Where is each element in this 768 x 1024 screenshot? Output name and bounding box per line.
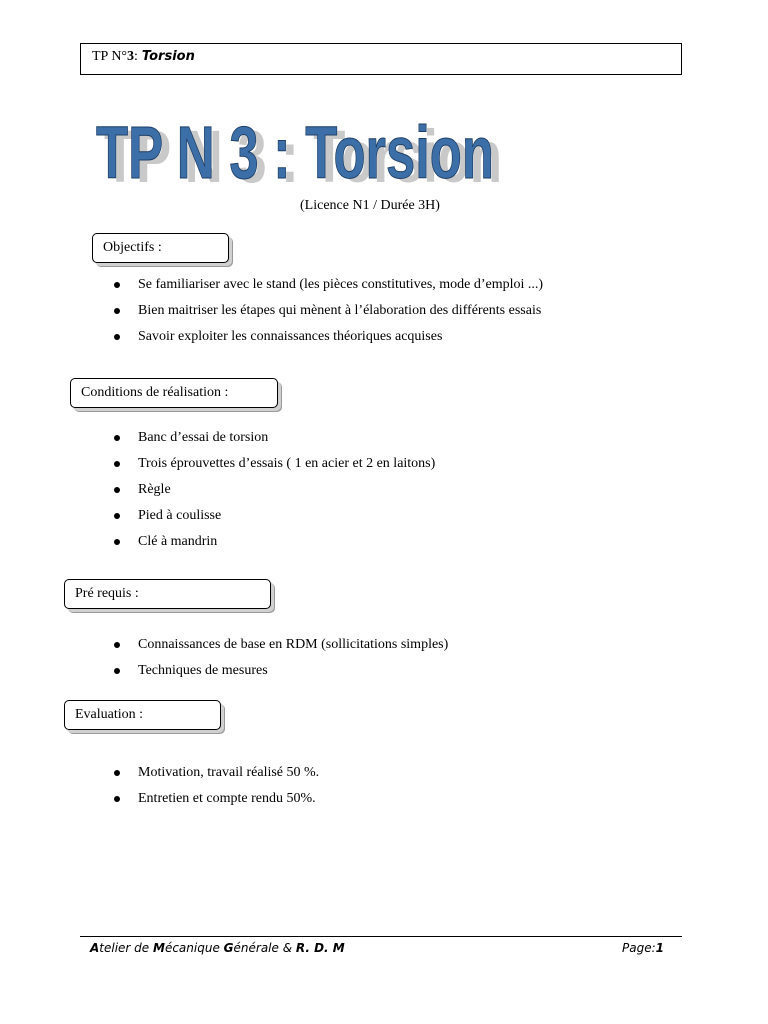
section-evaluation-label: Evaluation : xyxy=(75,707,144,722)
main-title xyxy=(0,100,600,196)
header-text xyxy=(92,50,195,64)
bullet-icon xyxy=(114,435,120,441)
footer-institution xyxy=(90,941,345,955)
subtitle: (Licence N1 / Durée 3H) xyxy=(300,198,440,213)
list-item xyxy=(112,503,435,529)
page-header xyxy=(80,43,682,75)
bullet-icon xyxy=(114,308,120,314)
bullet-icon xyxy=(114,487,120,493)
list-item xyxy=(112,632,448,658)
list-item-text: Savoir exploiter les connaissances théoriques acquises xyxy=(138,329,443,344)
header-topic: Torsion xyxy=(141,49,195,64)
list-item xyxy=(112,760,319,786)
bullet-icon xyxy=(114,770,120,776)
list-item xyxy=(112,298,543,324)
footer-initial: M xyxy=(153,941,165,955)
list-item xyxy=(112,324,543,350)
footer-rdm: R. D. M xyxy=(295,941,345,955)
page-number-value: 1 xyxy=(655,941,664,955)
bullet-icon xyxy=(114,513,120,519)
list-item xyxy=(112,529,435,555)
header-number: 3 xyxy=(127,49,135,64)
prerequis-list xyxy=(112,632,448,684)
conditions-list xyxy=(112,425,435,555)
section-prerequis-label: Pré requis : xyxy=(75,586,139,601)
main-title-text: TP N 3 : Torsion xyxy=(96,111,494,194)
section-objectifs-heading xyxy=(92,233,229,263)
bullet-icon xyxy=(114,796,120,802)
evaluation-list xyxy=(112,760,319,812)
footer-initial: G xyxy=(223,941,234,955)
page-number xyxy=(622,941,664,955)
list-item-text: Connaissances de base en RDM (sollicitations simples) xyxy=(138,637,449,652)
main-title-shadow: TP N 3 : Torsion xyxy=(104,115,502,196)
list-item xyxy=(112,477,435,503)
list-item xyxy=(112,425,435,451)
header-colon: : xyxy=(134,49,138,64)
section-objectifs-label: Objectifs : xyxy=(103,240,162,255)
objectifs-list xyxy=(112,272,543,350)
list-item-text: Techniques de mesures xyxy=(138,663,268,678)
bullet-icon xyxy=(114,282,120,288)
footer-text: énérale & xyxy=(233,941,296,955)
section-conditions-heading xyxy=(70,378,278,408)
header-label: TP N° xyxy=(92,49,128,64)
list-item-text: Trois éprouvettes d’essais ( 1 en acier et 2 en laitons) xyxy=(138,456,436,471)
list-item xyxy=(112,786,319,812)
list-item-text: Clé à mandrin xyxy=(138,534,218,549)
list-item xyxy=(112,451,435,477)
bullet-icon xyxy=(114,539,120,545)
list-item-text: Entretien et compte rendu 50%. xyxy=(138,791,316,806)
list-item xyxy=(112,658,448,684)
list-item-text: Se familiariser avec le stand (les pièces constitutives, mode d’emploi ...) xyxy=(138,277,544,292)
list-item xyxy=(112,272,543,298)
bullet-icon xyxy=(114,334,120,340)
footer-text: écanique xyxy=(164,941,224,955)
bullet-icon xyxy=(114,461,120,467)
list-item-text: Bien maitriser les étapes qui mènent à l’élaboration des différents essais xyxy=(138,303,542,318)
bullet-icon xyxy=(114,668,120,674)
list-item-text: Règle xyxy=(138,482,171,497)
footer-divider xyxy=(80,936,682,937)
footer-initial: A xyxy=(90,941,100,955)
footer-text: telier de xyxy=(99,941,153,955)
list-item-text: Motivation, travail réalisé 50 %. xyxy=(138,765,320,780)
section-prerequis-heading xyxy=(64,579,271,609)
bullet-icon xyxy=(114,642,120,648)
section-conditions-label: Conditions de réalisation : xyxy=(81,385,229,400)
list-item-text: Banc d’essai de torsion xyxy=(138,430,269,445)
page-label: Page: xyxy=(622,941,656,955)
section-evaluation-heading xyxy=(64,700,221,730)
list-item-text: Pied à coulisse xyxy=(138,508,222,523)
